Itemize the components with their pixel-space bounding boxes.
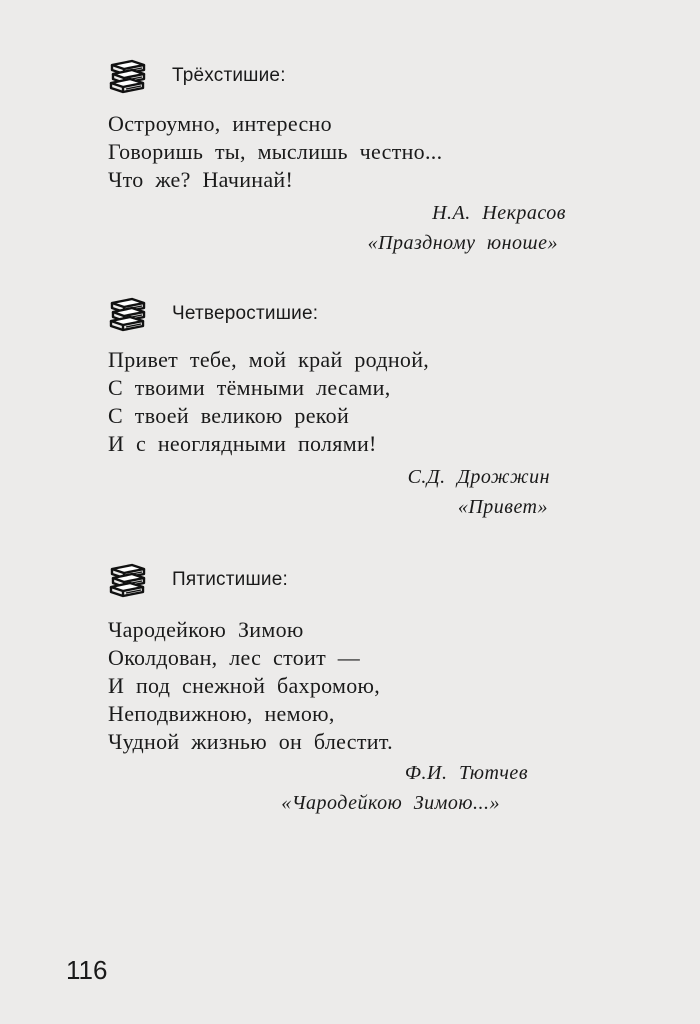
poem-lines [108, 346, 588, 458]
section-label: Четверостишие: [172, 303, 319, 324]
poem-author: С.Д. Дрожжин [407, 466, 550, 488]
poem-title: «Чародейкою Зимою...» [281, 792, 500, 814]
poem-line: Говоришь ты, мыслишь честно... [108, 139, 443, 164]
poem-line: Неподвижною, немою, [108, 701, 335, 726]
books-stack-icon [108, 294, 148, 334]
poem-lines [108, 616, 588, 756]
poem-author: Н.А. Некрасов [432, 202, 566, 224]
section-label: Трёхстишие: [172, 65, 286, 86]
poem-title: «Праздному юноше» [367, 232, 558, 254]
poem-author: Ф.И. Тютчев [404, 762, 528, 784]
poem-line: С твоей великою рекой [108, 403, 350, 428]
poem-lines [108, 110, 588, 194]
section-label: Пятистишие: [172, 569, 288, 590]
poem-line: Чародейкою Зимою [108, 617, 304, 642]
poem-line: Привет тебе, мой край родной, [108, 347, 430, 372]
section-header [108, 292, 588, 336]
poem-line: Остроумно, интересно [108, 111, 332, 136]
section-quintain [108, 558, 588, 818]
poem-line: И под снежной бахромою, [108, 673, 381, 698]
poem-line: И с неоглядными полями! [108, 431, 377, 456]
section-header [108, 558, 588, 602]
page-number: 116 [66, 955, 108, 985]
section-header [108, 54, 588, 98]
poem-line: Что же? Начинай! [108, 167, 294, 192]
books-stack-icon [108, 56, 148, 96]
books-stack-icon [108, 560, 148, 600]
poem-title: «Привет» [457, 496, 548, 518]
section-tristich [108, 54, 588, 258]
poem-line: Чудной жизнью он блестит. [108, 729, 393, 754]
poem-line: С твоими тёмными лесами, [108, 375, 391, 400]
section-quatrain [108, 292, 588, 522]
poem-line: Околдован, лес стоит — [108, 645, 361, 670]
